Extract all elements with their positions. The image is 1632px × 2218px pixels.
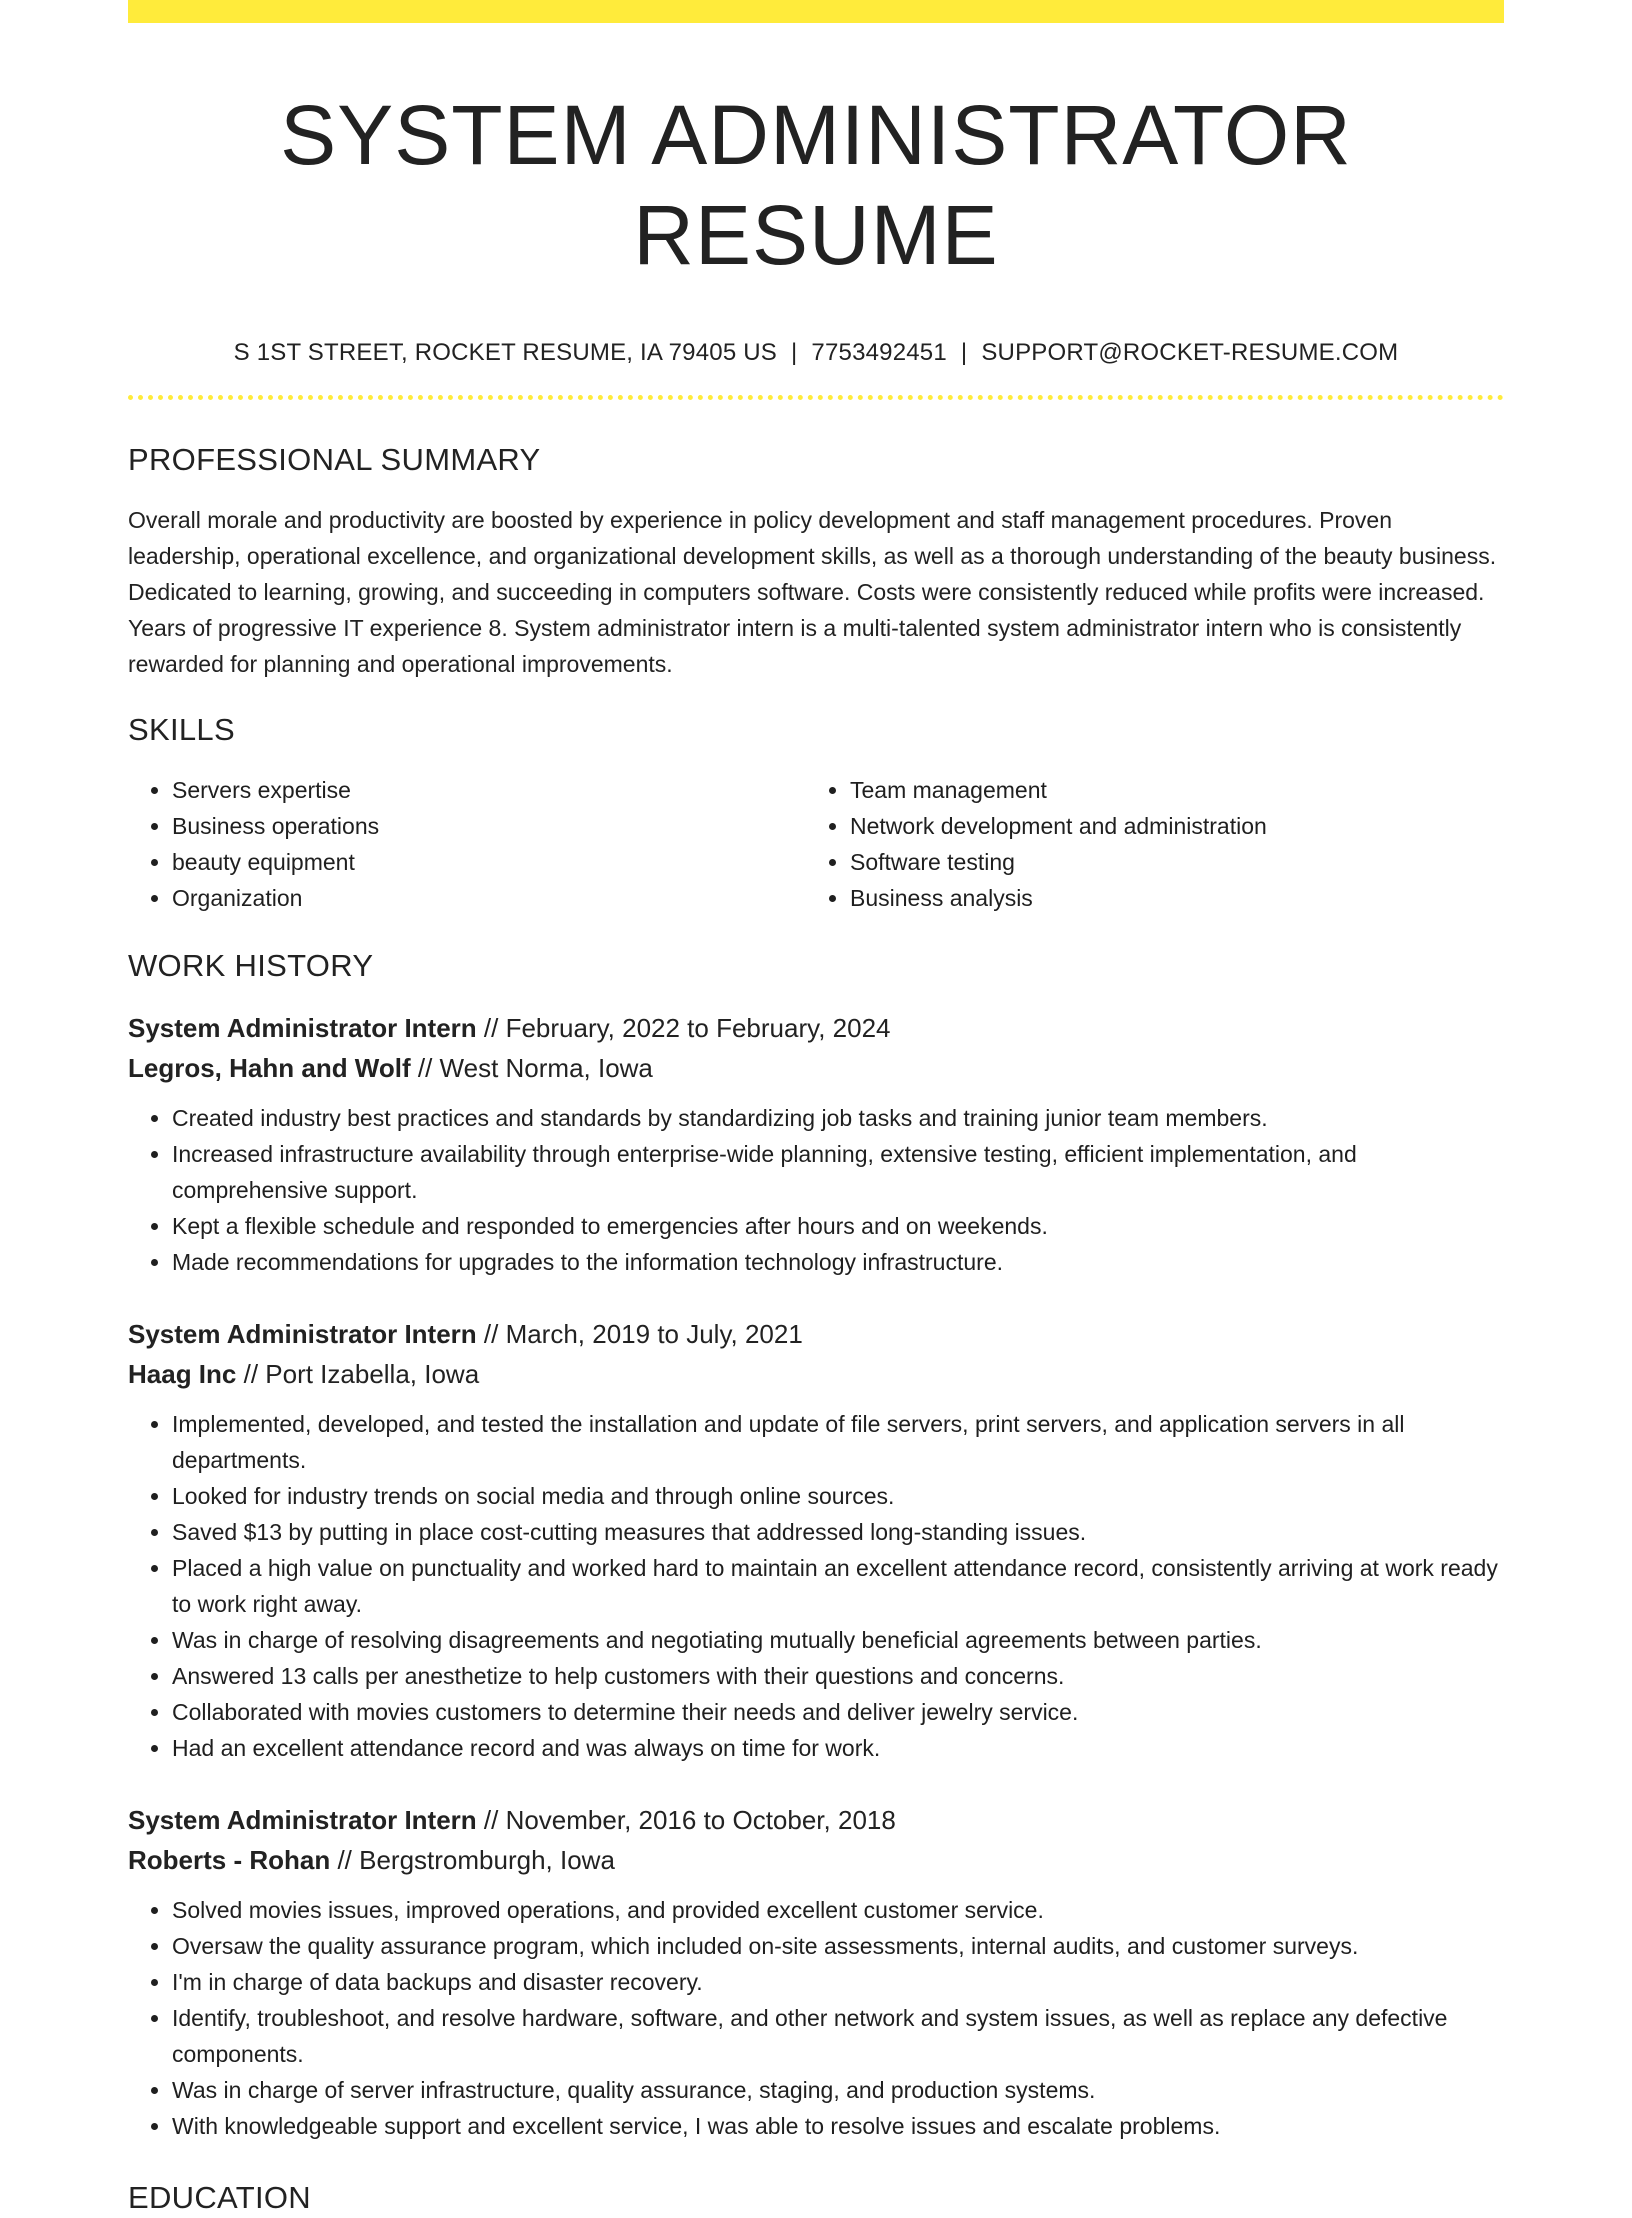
contact-address: S 1ST STREET, ROCKET RESUME, IA 79405 US (233, 339, 777, 366)
job-bullets (128, 1892, 1504, 2144)
job-role: System Administrator Intern (128, 1013, 477, 1043)
job-bullet: • Oversaw the quality assurance program, which included on-site assessments, internal audits, and customer surveys. (172, 1928, 1504, 1964)
job-bullet: • Had an excellent attendance record and was always on time for work. (172, 1730, 1504, 1766)
job-bullets (128, 1406, 1504, 1766)
job-bullet: • I'm in charge of data backups and disaster recovery. (172, 1964, 1504, 2000)
job-company: Haag Inc (128, 1359, 237, 1389)
job-entry (128, 1800, 1504, 2144)
resume-title: SYSTEM ADMINISTRATOR RESUME (280, 88, 1352, 282)
skill-item: • Network development and administration (850, 808, 1504, 844)
job-company: Roberts - Rohan (128, 1845, 331, 1875)
job-company-line (128, 1048, 1504, 1088)
contact-separator: | (790, 339, 798, 366)
job-bullet: • Kept a flexible schedule and responded to emergencies after hours and on weekends. (172, 1208, 1504, 1244)
job-entry (128, 1008, 1504, 1280)
summary-text: Overall morale and productivity are boosted by experience in policy development and staff management procedures. Proven leadership, operational excellence, and organizational development skills, as well as a thorough understanding of the beauty business. Dedicated to learning, growing, and succeeding in computers software. Costs were consistently reduced while profits were increased. Years of progressive IT experience 8. System administrator intern is a multi-talented system administrator intern who is consistently rewarded for planning and operational improvements. (128, 507, 1497, 677)
job-bullet: • Saved $13 by putting in place cost-cutting measures that addressed long-standing issues. (172, 1514, 1504, 1550)
job-bullet: • Was in charge of resolving disagreements and negotiating mutually beneficial agreements between parties. (172, 1622, 1504, 1658)
section-title-summary: PROFESSIONAL SUMMARY (128, 442, 541, 477)
contact-line (128, 337, 1504, 369)
job-bullet: • Answered 13 calls per anesthetize to help customers with their questions and concerns. (172, 1658, 1504, 1694)
job-bullets (128, 1100, 1504, 1280)
job-location: // West Norma, Iowa (410, 1053, 653, 1083)
job-bullet: • Collaborated with movies customers to determine their needs and deliver jewelry service. (172, 1694, 1504, 1730)
job-bullet: • Identify, troubleshoot, and resolve hardware, software, and other network and system issues, as well as replace any defective components. (172, 2000, 1504, 2072)
job-bullet: • Increased infrastructure availability through enterprise-wide planning, extensive testing, efficient implementation, and comprehensive support. (172, 1136, 1504, 1208)
section-title-skills: SKILLS (128, 712, 235, 747)
job-bullet: • Was in charge of server infrastructure, quality assurance, staging, and production systems. (172, 2072, 1504, 2108)
skill-item: • Business analysis (850, 880, 1504, 916)
job-role-line (128, 1314, 1504, 1354)
job-role: System Administrator Intern (128, 1319, 477, 1349)
resume-page (128, 0, 1504, 2218)
job-bullet: • Solved movies issues, improved operations, and provided excellent customer service. (172, 1892, 1504, 1928)
job-bullet: • Made recommendations for upgrades to the information technology infrastructure. (172, 1244, 1504, 1280)
job-location: // Port Izabella, Iowa (236, 1359, 480, 1389)
job-role-line (128, 1800, 1504, 1840)
job-company-line (128, 1354, 1504, 1394)
skills-column-left (128, 772, 806, 916)
skills-list (128, 772, 1504, 916)
skill-item: • Business operations (172, 808, 806, 844)
job-location: // Bergstromburgh, Iowa (330, 1845, 615, 1875)
job-bullet: • Looked for industry trends on social media and through online sources. (172, 1478, 1504, 1514)
skill-item: • Servers expertise (172, 772, 806, 808)
contact-email: SUPPORT@ROCKET-RESUME.COM (981, 339, 1399, 366)
job-company: Legros, Hahn and Wolf (128, 1053, 411, 1083)
contact-phone: 7753492451 (811, 339, 947, 366)
job-bullet: • With knowledgeable support and excellent service, I was able to resolve issues and escalate problems. (172, 2108, 1504, 2144)
job-company-line (128, 1840, 1504, 1880)
skill-item: • Software testing (850, 844, 1504, 880)
job-dates: // November, 2016 to October, 2018 (476, 1805, 896, 1835)
contact-separator: | (960, 339, 968, 366)
job-bullet: • Implemented, developed, and tested the installation and update of file servers, print servers, and application servers in all departments. (172, 1406, 1504, 1478)
skill-item: • Organization (172, 880, 806, 916)
job-dates: // March, 2019 to July, 2021 (476, 1319, 803, 1349)
top-accent-bar (128, 0, 1504, 23)
job-bullet: • Placed a high value on punctuality and worked hard to maintain an excellent attendance record, consistently arriving at work ready to work right away. (172, 1550, 1504, 1622)
dotted-divider (128, 395, 1504, 400)
skill-item: • beauty equipment (172, 844, 806, 880)
job-role: System Administrator Intern (128, 1805, 477, 1835)
job-dates: // February, 2022 to February, 2024 (476, 1013, 891, 1043)
section-title-work-history: WORK HISTORY (128, 948, 374, 983)
skill-item: • Team management (850, 772, 1504, 808)
job-entry (128, 1314, 1504, 1766)
skills-column-right (806, 772, 1504, 916)
job-role-line (128, 1008, 1504, 1048)
job-bullet: • Created industry best practices and standards by standardizing job tasks and training junior team members. (172, 1100, 1504, 1136)
section-title-education: EDUCATION (128, 2180, 311, 2215)
